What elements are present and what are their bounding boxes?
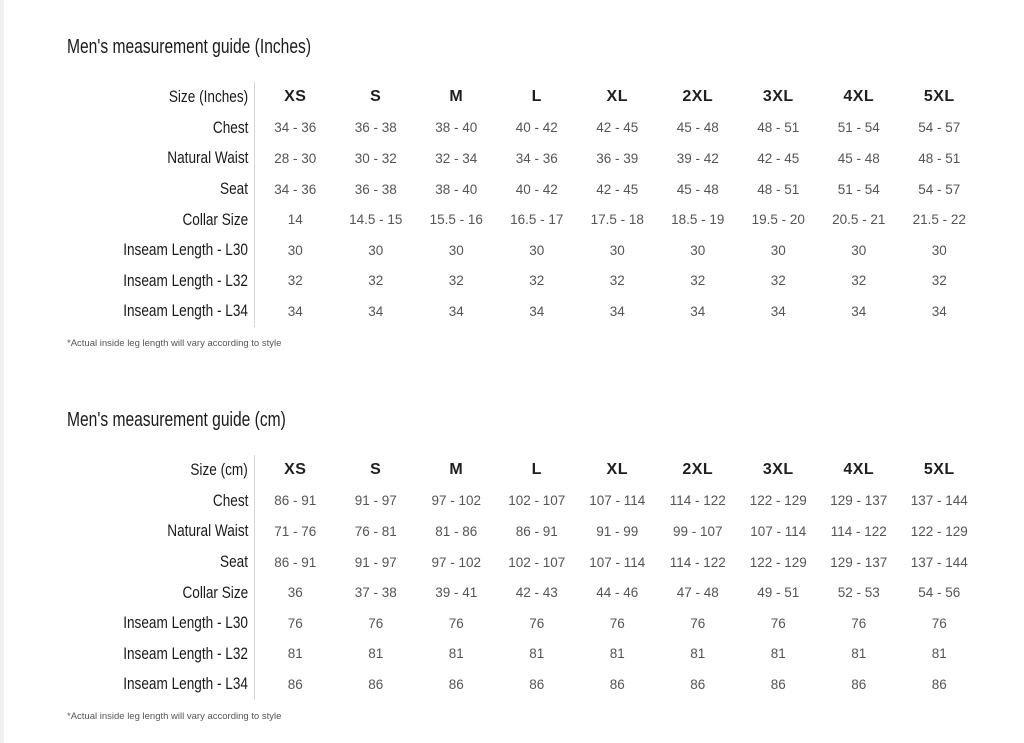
table-cell: 49 - 51 [757,585,800,601]
inches-row-label-text: Collar Size [182,209,248,229]
table-cell: 86 - 91 [515,523,558,539]
table-cell: 76 - 81 [354,523,397,539]
inches-row-label [0,174,255,205]
inches-row-label-text: Chest [212,117,248,137]
table-cell: 54 - 57 [918,181,961,197]
table-cell: 34 [770,303,786,319]
cm-footnote: *Actual inside leg length will vary according to style [67,711,282,722]
table-cell: 114 - 122 [669,554,726,570]
cm-row-label-text: Inseam Length - L34 [123,674,248,694]
inches-size-header: M [449,88,464,106]
table-cell: 81 - 86 [435,523,478,539]
inches-footnote: *Actual inside leg length will vary according to style [67,338,282,349]
cm-row-label [0,547,255,578]
table-cell: 86 - 91 [274,493,317,509]
table-row [0,266,980,297]
cm-row-label [0,516,255,547]
inches-row-label-text: Inseam Length - L34 [123,301,248,321]
cm-size-header: L [531,461,542,479]
table-cell: 91 - 97 [354,493,397,509]
cm-row-label [0,608,255,639]
table-cell: 37 - 38 [354,585,397,601]
table-cell: 32 [931,273,947,289]
table-cell: 32 - 34 [435,150,478,166]
cm-size-header: M [449,461,464,479]
table-row [0,516,980,547]
table-cell: 86 [770,676,786,692]
table-cell: 28 - 30 [274,150,317,166]
table-row [0,235,980,266]
table-cell: 45 - 48 [676,181,719,197]
table-cell: 86 [529,676,545,692]
inches-row-label [0,113,255,144]
inches-guide-title: Men's measurement guide (Inches) [67,36,312,58]
table-cell: 40 - 42 [515,120,558,136]
table-cell: 102 - 107 [508,554,566,570]
cm-size-header: 5XL [923,461,955,479]
table-cell: 137 - 144 [910,493,968,509]
table-cell: 91 - 97 [354,554,397,570]
table-cell: 76 [448,615,464,631]
inches-size-header: S [370,88,382,106]
table-cell: 81 [448,646,464,662]
table-cell: 42 - 45 [596,120,639,136]
table-cell: 76 [287,615,303,631]
inches-header-row [0,82,980,113]
table-cell: 36 - 38 [354,120,397,136]
table-cell: 21.5 - 22 [912,212,966,228]
table-cell: 18.5 - 19 [671,212,725,228]
table-cell: 14.5 - 15 [349,212,403,228]
table-cell: 86 [609,676,625,692]
table-cell: 86 [851,676,867,692]
table-cell: 30 [609,242,625,258]
table-cell: 20.5 - 21 [832,212,886,228]
table-cell: 86 [931,676,947,692]
table-cell: 32 [851,273,867,289]
table-cell: 30 [368,242,384,258]
cm-row-label [0,669,255,700]
table-cell: 34 [690,303,706,319]
cm-table-body [0,455,980,700]
cm-row-label-text: Chest [212,490,248,510]
table-cell: 54 - 57 [918,120,961,136]
table-cell: 14 [287,212,303,228]
table-cell: 40 - 42 [515,181,558,197]
table-cell: 38 - 40 [435,181,478,197]
cm-size-header: 3XL [762,461,794,479]
table-cell: 34 [448,303,464,319]
table-row [0,669,980,700]
table-cell: 76 [609,615,625,631]
table-cell: 34 [609,303,625,319]
table-cell: 99 - 107 [672,523,723,539]
table-cell: 17.5 - 18 [590,212,644,228]
table-cell: 122 - 129 [749,493,807,509]
table-cell: 30 [931,242,947,258]
inches-row-label [0,266,255,297]
table-cell: 45 - 48 [837,150,880,166]
table-cell: 48 - 51 [757,181,800,197]
table-cell: 19.5 - 20 [751,212,805,228]
inches-size-header: 2XL [682,88,714,106]
table-row [0,547,980,578]
table-cell: 52 - 53 [837,585,880,601]
table-cell: 42 - 45 [596,181,639,197]
table-cell: 32 [770,273,786,289]
table-cell: 34 [529,303,545,319]
cm-size-table [0,455,980,700]
table-cell: 129 - 137 [830,493,888,509]
table-cell: 81 [368,646,384,662]
cm-row-label-text: Inseam Length - L32 [123,643,248,663]
cm-size-header: XS [284,461,307,479]
cm-size-header: S [370,461,382,479]
table-row [0,204,980,235]
table-cell: 34 [851,303,867,319]
table-cell: 34 [287,303,303,319]
inches-size-header: XL [606,88,628,106]
inches-size-header: 4XL [843,88,875,106]
table-cell: 44 - 46 [596,585,639,601]
table-cell: 91 - 99 [596,523,639,539]
table-cell: 86 - 91 [274,554,317,570]
inches-row-label [0,235,255,266]
inches-size-header: 3XL [762,88,794,106]
cm-row-label-text: Collar Size [182,582,248,602]
table-cell: 81 [609,646,625,662]
table-row [0,608,980,639]
cm-header-label [0,455,255,486]
cm-row-label [0,639,255,670]
table-cell: 39 - 42 [676,150,719,166]
table-cell: 76 [770,615,786,631]
table-cell: 107 - 114 [750,523,807,539]
cm-row-label-text: Inseam Length - L30 [123,613,248,633]
table-cell: 76 [529,615,545,631]
table-cell: 76 [690,615,706,631]
table-cell: 81 [931,646,947,662]
inches-row-label [0,204,255,235]
table-cell: 36 - 39 [596,150,639,166]
table-cell: 42 - 43 [515,585,558,601]
table-cell: 34 [931,303,947,319]
table-row [0,296,980,327]
table-cell: 32 [448,273,464,289]
table-cell: 114 - 122 [830,523,887,539]
table-cell: 86 [368,676,384,692]
table-cell: 81 [770,646,786,662]
inches-row-label-text: Inseam Length - L30 [123,240,248,260]
table-cell: 32 [368,273,384,289]
table-cell: 30 [851,242,867,258]
table-cell: 34 - 36 [515,150,558,166]
table-row [0,486,980,517]
table-cell: 30 [529,242,545,258]
cm-size-header: XL [606,461,628,479]
table-cell: 48 - 51 [918,150,961,166]
cm-row-label-text: Seat [220,552,248,572]
table-row [0,174,980,205]
table-cell: 114 - 122 [669,493,726,509]
table-cell: 32 [529,273,545,289]
table-cell: 81 [529,646,545,662]
table-cell: 97 - 102 [431,493,482,509]
table-cell: 30 [690,242,706,258]
table-cell: 30 [770,242,786,258]
table-cell: 86 [287,676,303,692]
table-cell: 76 [851,615,867,631]
cm-guide-title: Men's measurement guide (cm) [67,409,286,431]
cm-row-label-text: Natural Waist [166,521,248,541]
table-cell: 71 - 76 [274,523,317,539]
table-cell: 42 - 45 [757,150,800,166]
table-cell: 15.5 - 16 [429,212,483,228]
table-cell: 45 - 48 [676,120,719,136]
cm-size-header: 2XL [682,461,714,479]
inches-header-label [0,82,255,113]
table-cell: 34 - 36 [274,181,317,197]
table-cell: 39 - 41 [435,585,478,601]
inches-table-body [0,82,980,327]
table-cell: 16.5 - 17 [510,212,564,228]
table-cell: 76 [368,615,384,631]
table-cell: 107 - 114 [589,554,646,570]
table-cell: 81 [851,646,867,662]
table-cell: 81 [690,646,706,662]
table-cell: 36 [287,585,303,601]
inches-row-label-text: Inseam Length - L32 [123,270,248,290]
table-cell: 32 [287,273,303,289]
inches-row-label [0,143,255,174]
table-cell: 102 - 107 [508,493,566,509]
inches-row-label-text: Natural Waist [166,148,248,168]
table-cell: 47 - 48 [676,585,719,601]
inches-size-header: XS [284,88,307,106]
table-cell: 32 [609,273,625,289]
table-row [0,577,980,608]
table-row [0,639,980,670]
table-cell: 129 - 137 [830,554,888,570]
table-cell: 122 - 129 [910,523,968,539]
inches-size-header: L [531,88,542,106]
table-cell: 97 - 102 [431,554,482,570]
table-cell: 86 [448,676,464,692]
cm-row-label [0,577,255,608]
cm-header-label-text: Size (cm) [190,460,248,480]
table-cell: 34 - 36 [274,120,317,136]
table-row [0,143,980,174]
table-cell: 51 - 54 [837,181,880,197]
cm-header-row [0,455,980,486]
table-cell: 107 - 114 [589,493,646,509]
table-cell: 86 [690,676,706,692]
table-cell: 81 [287,646,303,662]
cm-size-header: 4XL [843,461,875,479]
table-cell: 76 [931,615,947,631]
inches-size-header: 5XL [923,88,955,106]
table-cell: 34 [368,303,384,319]
inches-row-label-text: Seat [220,179,248,199]
table-cell: 122 - 129 [749,554,807,570]
table-cell: 137 - 144 [910,554,968,570]
inches-size-table [0,82,980,327]
table-cell: 48 - 51 [757,120,800,136]
inches-header-label-text: Size (Inches) [168,87,248,107]
inches-row-label [0,296,255,327]
table-cell: 30 [287,242,303,258]
table-cell: 36 - 38 [354,181,397,197]
table-cell: 38 - 40 [435,120,478,136]
table-cell: 51 - 54 [837,120,880,136]
table-cell: 30 - 32 [354,150,397,166]
table-cell: 32 [690,273,706,289]
cm-row-label [0,486,255,517]
table-row [0,113,980,144]
table-cell: 30 [448,242,464,258]
table-cell: 54 - 56 [918,585,961,601]
